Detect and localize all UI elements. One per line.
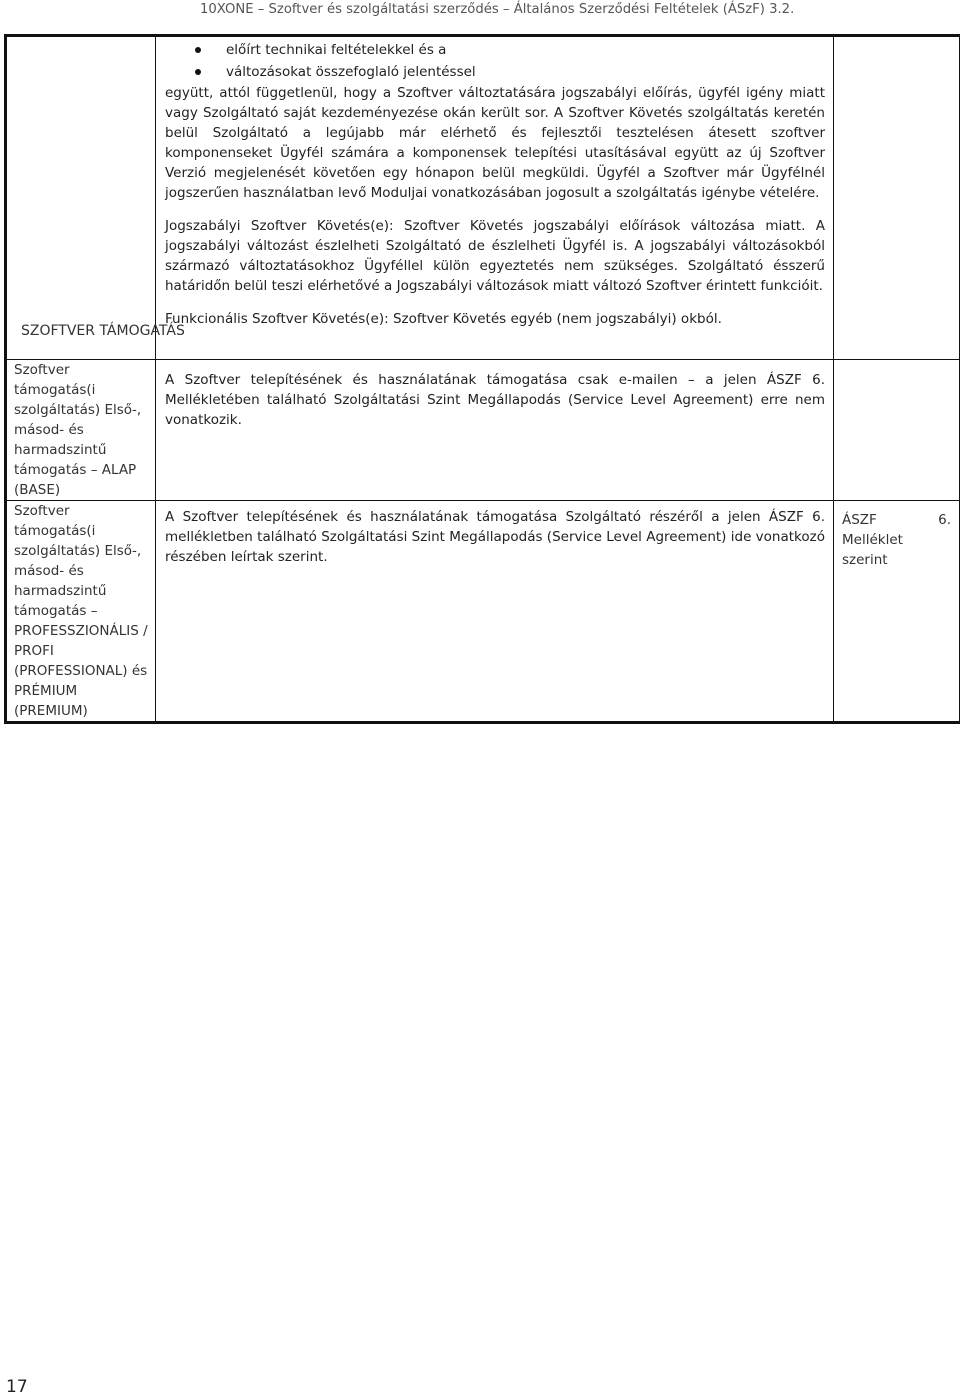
list-item: változásokat összefoglaló jelentéssel <box>165 61 825 83</box>
row1-ref-cell <box>834 36 960 360</box>
software-tracking-paragraph: együtt, attól függetlenül, hogy a Szoftver változtatására jogszabályi előírás, ügyfél igény miatt vagy Szolgáltató saját kezdeményezése okán került sor. A Szoftver Követés szolgáltatás keretén belül Szolgáltató a legújabb már elérhető és fejlesztői tesztelésen átesett szoftver komponenseket Ügyfél számára a komponensek telepítési utasításával együtt az új Szoftver Verzió megjelenését követően egy hónapon belül megküldi. Ügyfél a Szoftver már Ügyfélnél jogszerűen használatban levő Moduljai vonatkozásában jogosult a szolgáltatás igénybe vételére. <box>165 83 825 203</box>
professional-support-ref <box>834 501 960 723</box>
support-services-table <box>4 34 960 724</box>
base-support-label: Szoftver támogatás(i szolgáltatás) Első-, másod- és harmadszintű támogatás – ALAP (BASE) <box>6 360 156 501</box>
page-number: 17 <box>6 1377 28 1397</box>
legal-tracking-paragraph: Jogszabályi Szoftver Követés(e): Szoftver Követés jogszabályi előírások változása miatt. A jogszabályi változást észlelheti Szolgáltató de észlelheti Ügyfél is. A jogszabályi változásokból származó változtatásokhoz Ügyféllel külön egyeztetés nem szükséges. Szolgáltató ésszerű határidőn belül teszi elérhetővé a Jogszabályi változások miatt változó Szoftver érintett funkcióit. <box>165 216 825 296</box>
base-support-text: A Szoftver telepítésének és használatának támogatása csak e-mailen – a jelen ÁSZF 6. Mellékletében található Szolgáltatási Szint Megállapodás (Service Level Agreement) erre nem vonatkozik. <box>156 360 834 501</box>
row1-label-cell <box>6 36 156 360</box>
table-row <box>6 360 960 501</box>
document-header: 10XONE – Szoftver és szolgáltatási szerződés – Általános Szerződési Feltételek (ÁSzF) 3.2. <box>200 2 734 17</box>
ref-suffix: Melléklet szerint <box>842 530 951 570</box>
section-title: SZOFTVER TÁMOGATÁS <box>21 321 185 341</box>
professional-support-text: A Szoftver telepítésének és használatának támogatása Szolgáltató részéről a jelen ÁSZF 6. mellékletben található Szolgáltatási Szint Megállapodás (Service Level Agreement) ide vonatkozó részében leírtak szerint. <box>156 501 834 723</box>
functional-tracking-paragraph: Funkcionális Szoftver Követés(e): Szoftver Követés egyéb (nem jogszabályi) okból. <box>165 309 825 329</box>
table-row <box>6 36 960 360</box>
table-row <box>6 501 960 723</box>
ref-number: 6. <box>938 510 951 530</box>
bullet-list <box>165 39 825 83</box>
base-support-ref <box>834 360 960 501</box>
row1-content-cell <box>156 36 834 360</box>
ref-label: ÁSZF <box>842 510 877 530</box>
professional-support-label: Szoftver támogatás(i szolgáltatás) Első-, másod- és harmadszintű támogatás – PROFESSZIONÁLIS / PROFI (PROFESSIONAL) és PRÉMIUM (PREMIUM) <box>6 501 156 723</box>
list-item: előírt technikai feltételekkel és a <box>165 39 825 61</box>
